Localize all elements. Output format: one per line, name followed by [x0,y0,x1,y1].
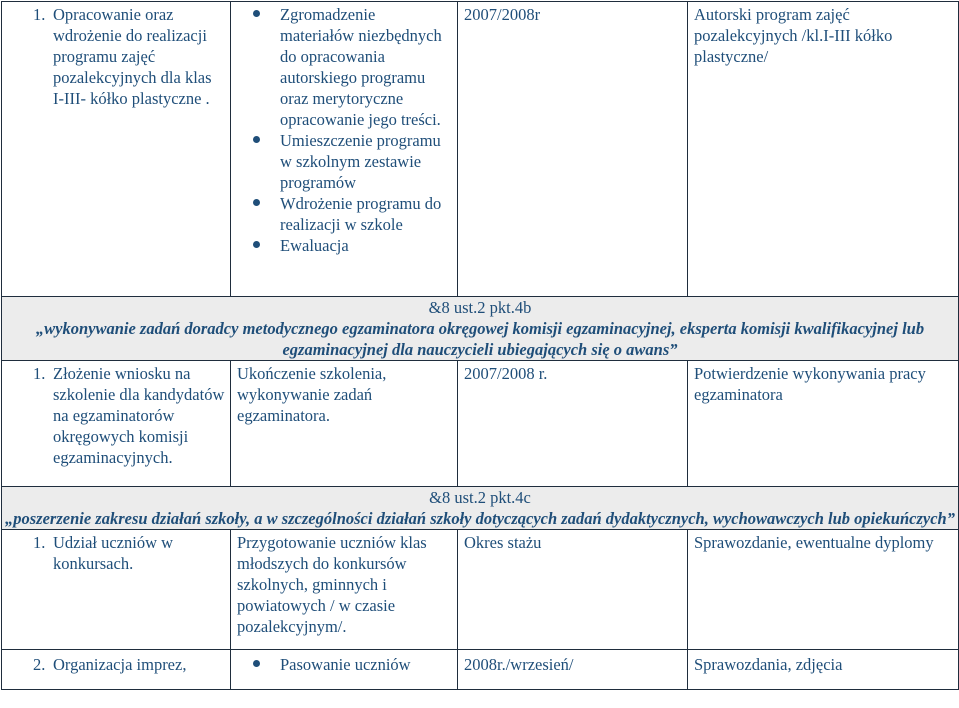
task-text: Złożenie wniosku na szkolenie dla kandydatów na egzaminatorów okręgowych komisji egzaminacyjnych. [53,364,225,467]
date-cell [458,530,688,650]
section-description: „poszerzenie zakresu działań szkoły, a w szczególności działań szkoły dotyczących zadań dydaktycznych, wychowawczych lub opiekuńczych” [5,509,955,528]
action-text: Przygotowanie uczniów klas młodszych do konkursów szkolnych, gminnych i powiatowych / w czasie pozalekcyjnym/. [237,533,427,636]
date-cell [458,361,688,487]
item-number: 2. [33,655,46,674]
action-cell [231,530,458,650]
actions-cell [231,650,458,690]
section-header [2,297,959,361]
evidence-text: Potwierdzenie wykonywania pracy egzaminatora [694,364,926,404]
task-cell [2,361,231,487]
table-row [2,650,959,690]
evidence-cell [688,361,959,487]
date-cell [458,2,688,297]
date-text: 2007/2008r [464,5,541,24]
actions-list [231,650,457,675]
task-text: Organizacja imprez, [53,655,187,674]
evidence-text: Autorski program zajęć pozalekcyjnych /kl.I-III kółko plastyczne/ [694,5,893,66]
task-cell [2,650,231,690]
evidence-text: Sprawozdanie, ewentualne dyplomy [694,533,934,552]
list-item: Wdrożenie programu do realizacji w szkole [280,193,451,235]
section-header-row [2,487,959,530]
list-item: Umieszczenie programu w szkolnym zestawie programów [280,130,451,193]
list-item: Ewaluacja [280,235,451,256]
section-reference: &8 ust.2 pkt.4b [428,298,532,317]
date-text: 2007/2008 r. [464,364,548,383]
evidence-cell [688,650,959,690]
item-number: 1. [33,5,46,24]
table-row [2,361,959,487]
date-cell [458,650,688,690]
evidence-text: Sprawozdania, zdjęcia [694,655,843,674]
item-number: 1. [33,364,46,383]
task-cell [2,530,231,650]
table-row [2,530,959,650]
section-description: „wykonywanie zadań doradcy metodycznego egzaminatora okręgowej komisji egzaminacyjnej, eksperta komisji kwalifikacyjnej lub egzaminacyjnej dla nauczycieli ubiegających się o awans” [35,319,925,359]
list-item: Pasowanie uczniów [280,654,451,675]
plan-table [1,1,959,690]
evidence-cell [688,530,959,650]
date-text: Okres stażu [464,533,542,552]
section-header [2,487,959,530]
task-text: Opracowanie oraz wdrożenie do realizacji programu zajęć pozalekcyjnych dla klas I-III- kółko plastyczne . [53,5,212,108]
item-number: 1. [33,533,46,552]
action-cell [231,361,458,487]
section-header-row [2,297,959,361]
actions-cell [231,2,458,297]
task-text: Udział uczniów w konkursach. [53,533,174,573]
evidence-cell [688,2,959,297]
table-row [2,2,959,297]
action-text: Ukończenie szkolenia, wykonywanie zadań egzaminatora. [237,364,387,425]
date-text: 2008r./wrzesień/ [464,655,574,674]
section-reference: &8 ust.2 pkt.4c [429,488,531,507]
actions-list [231,2,457,256]
task-cell [2,2,231,297]
list-item: Zgromadzenie materiałów niezbędnych do opracowania autorskiego programu oraz merytoryczne opracowanie jego treści. [280,4,451,130]
